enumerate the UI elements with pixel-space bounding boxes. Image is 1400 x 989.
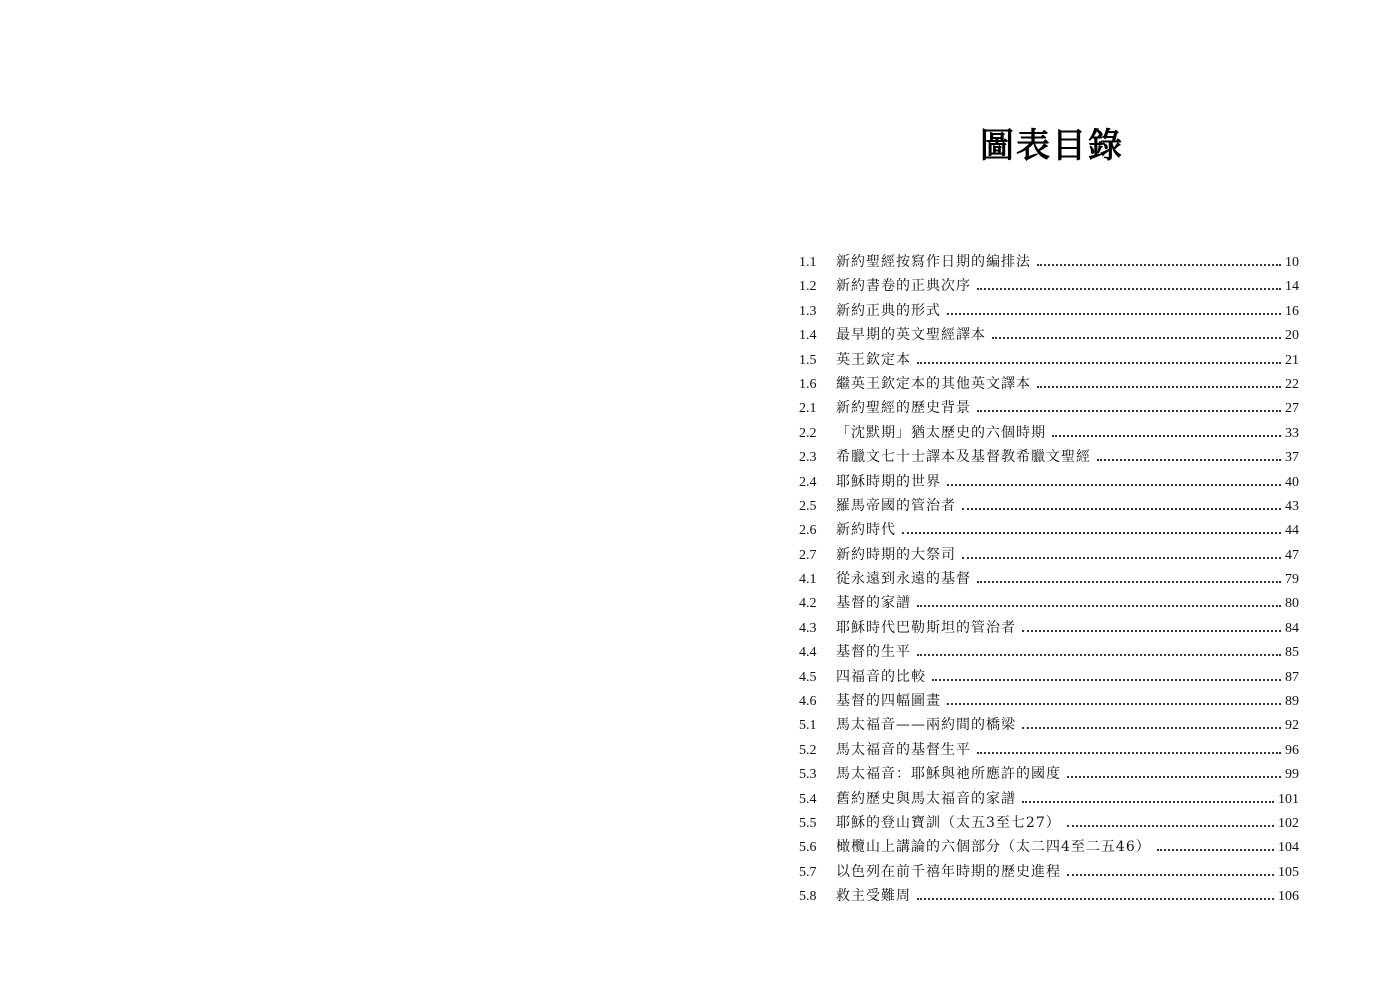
toc-entry-number: 5.8 bbox=[799, 889, 817, 905]
toc-entry-title: 基督的四幅圖畫 bbox=[836, 693, 941, 710]
toc-entry bbox=[799, 689, 1299, 713]
toc-entry-number: 1.3 bbox=[799, 303, 817, 319]
toc-entry-page: 44 bbox=[1285, 523, 1299, 539]
dot-leader bbox=[977, 752, 1281, 754]
toc-entry-title: 新約時代 bbox=[836, 522, 896, 539]
toc-entry-title: 馬太福音：耶穌與祂所應許的國度 bbox=[836, 766, 1061, 783]
toc-entry-page: 22 bbox=[1285, 376, 1299, 392]
toc-entry-page: 106 bbox=[1278, 889, 1299, 905]
toc-entry-number: 1.4 bbox=[799, 328, 817, 344]
toc-entry bbox=[799, 835, 1299, 859]
dot-leader bbox=[1067, 776, 1281, 778]
toc-entry-page: 87 bbox=[1285, 669, 1299, 685]
toc-entry-number: 4.4 bbox=[799, 645, 817, 661]
toc-entry-title: 馬太福音的基督生平 bbox=[836, 741, 971, 758]
toc-entry-title: 救主受難周 bbox=[836, 888, 911, 905]
toc-entry-title: 新約正典的形式 bbox=[836, 302, 941, 319]
toc-entry-title: 橄欖山上講論的六個部分（太二四4至二五46） bbox=[836, 839, 1151, 856]
dot-leader bbox=[932, 679, 1281, 681]
dot-leader bbox=[947, 484, 1281, 486]
dot-leader bbox=[1067, 825, 1274, 827]
toc-entry bbox=[799, 348, 1299, 372]
toc-entry bbox=[799, 811, 1299, 835]
dot-leader bbox=[1037, 386, 1281, 388]
toc-entry bbox=[799, 494, 1299, 518]
toc-entry-title: 耶穌時代巴勒斯坦的管治者 bbox=[836, 619, 1016, 636]
toc-entry bbox=[799, 616, 1299, 640]
toc-entry-page: 84 bbox=[1285, 620, 1299, 636]
toc-entry-title: 希臘文七十士譯本及基督教希臘文聖經 bbox=[836, 449, 1091, 466]
toc-entry-title: 新約書卷的正典次序 bbox=[836, 278, 971, 295]
dot-leader bbox=[917, 654, 1281, 656]
dot-leader bbox=[917, 605, 1281, 607]
toc-entry-title: 基督的生平 bbox=[836, 644, 911, 661]
toc-entry-page: 27 bbox=[1285, 401, 1299, 417]
toc-entry bbox=[799, 640, 1299, 664]
dot-leader bbox=[1022, 801, 1274, 803]
toc-entry-title: 舊約歷史與馬太福音的家譜 bbox=[836, 790, 1016, 807]
toc-entry bbox=[799, 323, 1299, 347]
toc-entry-title: 繼英王欽定本的其他英文譯本 bbox=[836, 375, 1031, 392]
toc-entry-number: 4.2 bbox=[799, 596, 817, 612]
dot-leader bbox=[902, 532, 1281, 534]
toc-entry-page: 104 bbox=[1278, 840, 1299, 856]
toc-entry bbox=[799, 738, 1299, 762]
toc-entry bbox=[799, 713, 1299, 737]
toc-entry-number: 2.3 bbox=[799, 450, 817, 466]
toc-entry-number: 1.1 bbox=[799, 255, 817, 270]
toc-entry-page: 92 bbox=[1285, 718, 1299, 734]
toc-entry-number: 2.5 bbox=[799, 498, 817, 514]
toc-entry-number: 4.3 bbox=[799, 620, 817, 636]
toc-entry-title: 英王欽定本 bbox=[836, 351, 911, 368]
toc-entry bbox=[799, 567, 1299, 591]
toc-entry bbox=[799, 591, 1299, 615]
toc-entry bbox=[799, 762, 1299, 786]
dot-leader bbox=[1022, 630, 1281, 632]
dot-leader bbox=[962, 508, 1281, 510]
toc-entry-number: 5.2 bbox=[799, 742, 817, 758]
toc-entry-title: 以色列在前千禧年時期的歷史進程 bbox=[836, 863, 1061, 880]
toc-entry bbox=[799, 787, 1299, 811]
toc-entry-page: 20 bbox=[1285, 328, 1299, 344]
dot-leader bbox=[1052, 435, 1281, 437]
right-page bbox=[700, 0, 1400, 989]
toc-entry-number: 2.7 bbox=[799, 547, 817, 563]
toc-entry bbox=[799, 665, 1299, 689]
toc-entry-title: 最早期的英文聖經譯本 bbox=[836, 327, 986, 344]
toc-entry-number: 1.2 bbox=[799, 279, 817, 295]
toc-entry-page: 89 bbox=[1285, 694, 1299, 710]
toc-entry-number: 5.7 bbox=[799, 864, 817, 880]
dot-leader bbox=[977, 581, 1281, 583]
toc-entry-page: 101 bbox=[1278, 791, 1299, 807]
toc-entry bbox=[799, 299, 1299, 323]
toc-entry-number: 5.5 bbox=[799, 815, 817, 831]
dot-leader bbox=[977, 288, 1281, 290]
table-of-figures bbox=[799, 250, 1299, 909]
toc-entry-page: 79 bbox=[1285, 572, 1299, 588]
toc-entry-page: 33 bbox=[1285, 425, 1299, 441]
toc-entry-page: 102 bbox=[1278, 815, 1299, 831]
dot-leader bbox=[947, 703, 1281, 705]
dot-leader bbox=[1067, 874, 1274, 876]
toc-entry-page: 80 bbox=[1285, 596, 1299, 612]
toc-entry-title: 新約聖經的歷史背景 bbox=[836, 400, 971, 417]
toc-entry-number: 2.1 bbox=[799, 401, 817, 417]
toc-entry-title: 羅馬帝國的管治者 bbox=[836, 497, 956, 514]
toc-entry-page: 99 bbox=[1285, 767, 1299, 783]
page-title: 圖表目錄 bbox=[980, 126, 1124, 166]
toc-entry-page: 16 bbox=[1285, 303, 1299, 319]
toc-entry bbox=[799, 274, 1299, 298]
dot-leader bbox=[962, 557, 1281, 559]
toc-entry-title: 「沈默期」猶太歷史的六個時期 bbox=[836, 424, 1046, 441]
toc-entry-page: 21 bbox=[1285, 352, 1299, 368]
toc-entry-title: 從永遠到永遠的基督 bbox=[836, 571, 971, 588]
toc-entry bbox=[799, 372, 1299, 396]
toc-entry bbox=[799, 518, 1299, 542]
dot-leader bbox=[1022, 727, 1281, 729]
toc-entry bbox=[799, 470, 1299, 494]
toc-entry-number: 1.6 bbox=[799, 376, 817, 392]
toc-entry-page: 14 bbox=[1285, 279, 1299, 295]
toc-entry-number: 4.1 bbox=[799, 572, 817, 588]
toc-entry-number: 5.1 bbox=[799, 718, 817, 734]
dot-leader bbox=[1097, 459, 1281, 461]
toc-entry bbox=[799, 250, 1299, 274]
toc-entry-number: 5.6 bbox=[799, 840, 817, 856]
toc-entry-page: 43 bbox=[1285, 498, 1299, 514]
toc-entry-number: 2.2 bbox=[799, 425, 817, 441]
toc-entry-number: 5.4 bbox=[799, 791, 817, 807]
toc-entry bbox=[799, 445, 1299, 469]
toc-entry-title: 基督的家譜 bbox=[836, 595, 911, 612]
dot-leader bbox=[977, 410, 1281, 412]
dot-leader bbox=[917, 362, 1281, 364]
toc-entry-page: 10 bbox=[1285, 255, 1299, 270]
toc-entry bbox=[799, 421, 1299, 445]
toc-entry-number: 5.3 bbox=[799, 767, 817, 783]
toc-entry-page: 37 bbox=[1285, 450, 1299, 466]
toc-entry-number: 4.5 bbox=[799, 669, 817, 685]
toc-entry-number: 2.6 bbox=[799, 523, 817, 539]
toc-entry-title: 耶穌時期的世界 bbox=[836, 473, 941, 490]
dot-leader bbox=[917, 898, 1274, 900]
toc-entry bbox=[799, 884, 1299, 908]
toc-entry-number: 2.4 bbox=[799, 474, 817, 490]
toc-entry-title: 四福音的比較 bbox=[836, 668, 926, 685]
toc-entry-number: 4.6 bbox=[799, 694, 817, 710]
toc-entry bbox=[799, 396, 1299, 420]
toc-entry-title: 新約時期的大祭司 bbox=[836, 546, 956, 563]
toc-entry-page: 96 bbox=[1285, 742, 1299, 758]
toc-entry bbox=[799, 860, 1299, 884]
toc-entry-title: 新約聖經按寫作日期的編排法 bbox=[836, 254, 1031, 270]
toc-entry-title: 馬太福音——兩約間的橋梁 bbox=[836, 717, 1016, 734]
toc-entry-page: 47 bbox=[1285, 547, 1299, 563]
toc-entry-page: 85 bbox=[1285, 645, 1299, 661]
dot-leader bbox=[992, 337, 1281, 339]
dot-leader bbox=[1157, 849, 1274, 851]
dot-leader bbox=[947, 313, 1281, 315]
toc-entry-page: 40 bbox=[1285, 474, 1299, 490]
toc-entry-title: 耶穌的登山寶訓（太五3至七27） bbox=[836, 814, 1061, 831]
toc-entry bbox=[799, 543, 1299, 567]
toc-entry-number: 1.5 bbox=[799, 352, 817, 368]
dot-leader bbox=[1037, 264, 1281, 266]
toc-entry-page: 105 bbox=[1278, 864, 1299, 880]
